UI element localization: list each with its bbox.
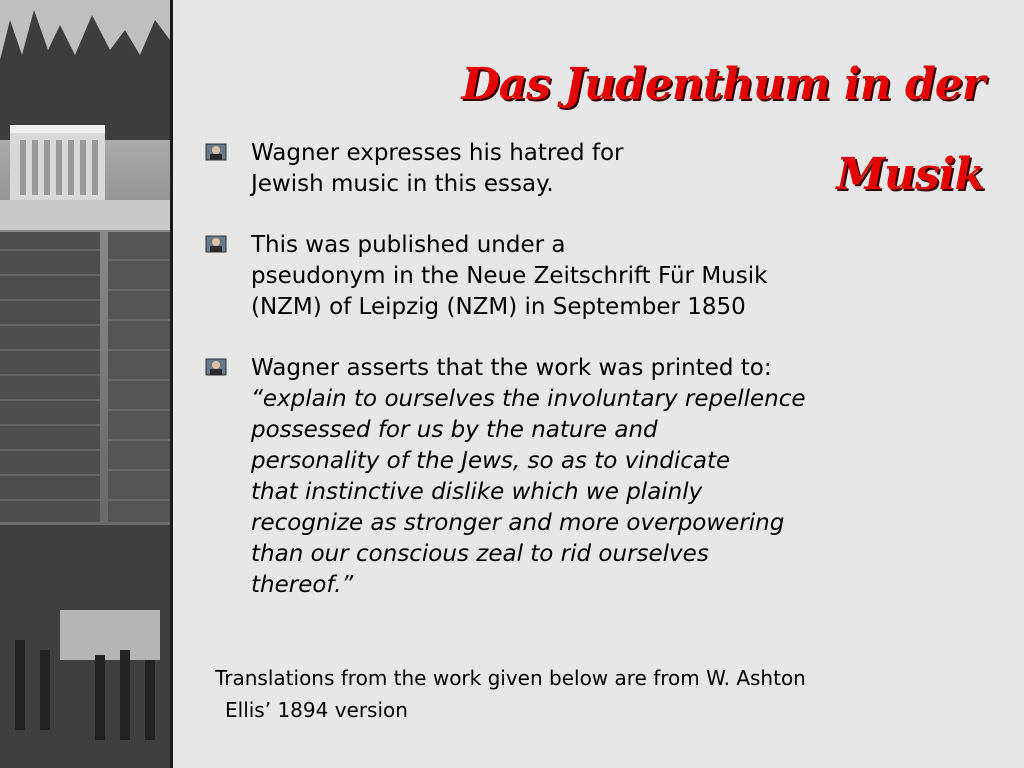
bullet-lead: Wagner asserts that the work was printed to:	[251, 355, 772, 381]
bullet-text	[251, 138, 980, 200]
photo-divider	[170, 0, 173, 768]
slide-title: Das Judenthum in der Musik	[461, 59, 984, 200]
quote-line: possessed for us by the nature and	[251, 417, 658, 443]
bullet-line: Jewish music in this essay.	[251, 171, 554, 197]
footnote-line: Translations from the work given below are from W. Ashton	[215, 666, 806, 690]
quote-line: that instinctive dislike which we plainly	[251, 479, 703, 505]
portrait-bullet-icon	[205, 235, 227, 253]
bullet-item	[205, 353, 980, 601]
quote-line: thereof.”	[251, 572, 354, 598]
portrait-bullet-icon	[205, 358, 227, 376]
quote-line: recognize as stronger and more overpowering	[251, 510, 785, 536]
bullet-line: (NZM) of Leipzig (NZM) in September 1850	[251, 294, 746, 320]
bullet-item	[205, 230, 980, 323]
bullet-text	[251, 230, 980, 323]
quote-line: than our conscious zeal to rid ourselves	[251, 541, 709, 567]
bullet-item	[205, 138, 980, 200]
translation-footnote	[215, 662, 1005, 726]
footnote-line: Ellis’ 1894 version	[225, 698, 408, 722]
rally-photo-image	[0, 0, 170, 768]
bullet-list	[205, 138, 980, 631]
bullet-text	[251, 353, 980, 601]
portrait-bullet-icon	[205, 143, 227, 161]
bullet-line: pseudonym in the Neue Zeitschrift Für Musik	[251, 263, 768, 289]
bullet-line: This was published under a	[251, 232, 566, 258]
bullet-line: Wagner expresses his hatred for	[251, 140, 624, 166]
quote-line: “explain to ourselves the involuntary repellence	[251, 386, 806, 412]
quote-line: personality of the Jews, so as to vindicate	[251, 448, 731, 474]
